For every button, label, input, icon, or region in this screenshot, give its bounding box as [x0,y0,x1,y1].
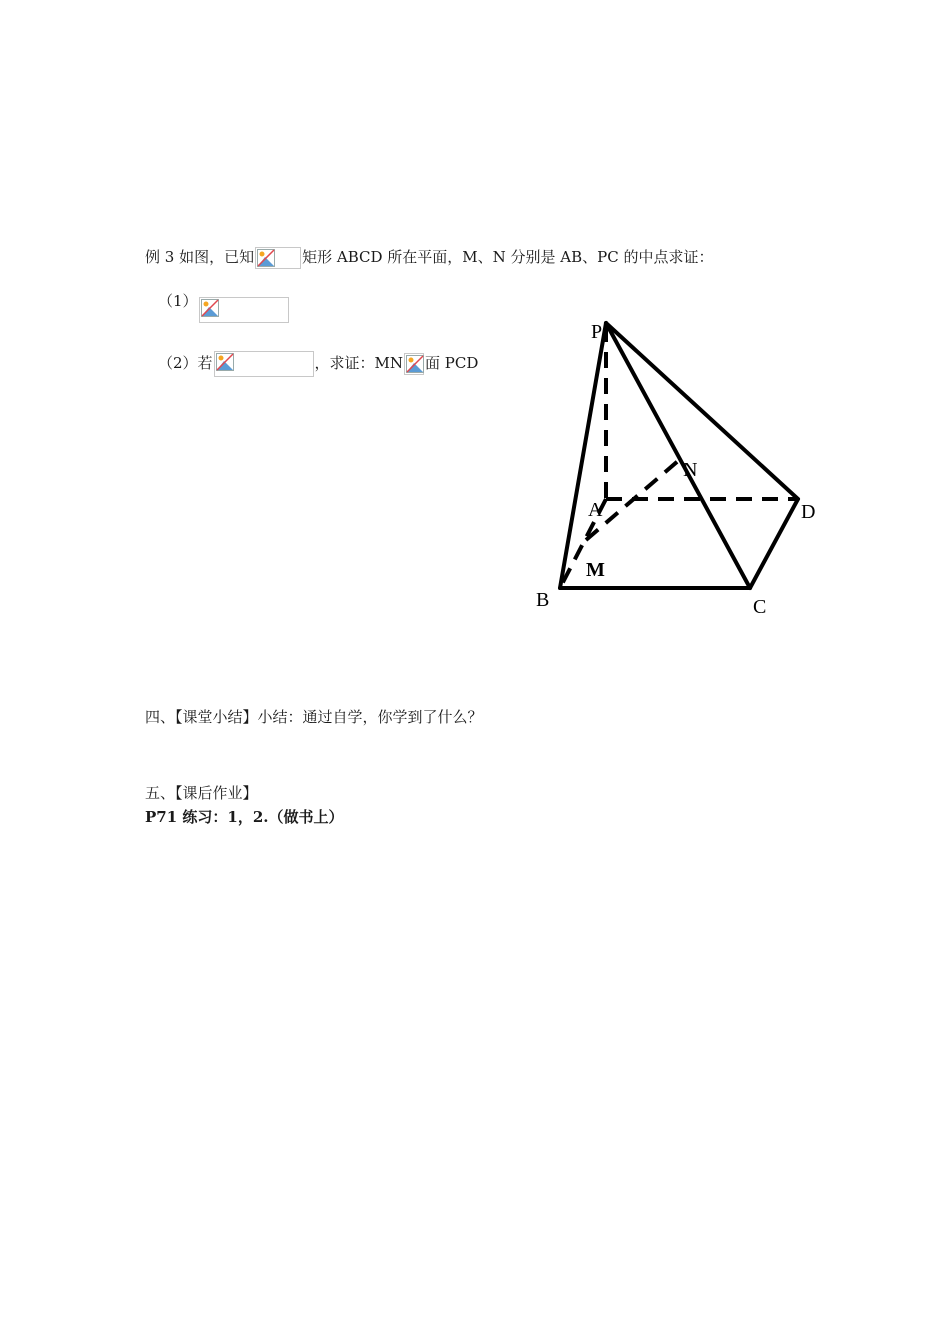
example-intro-suffix: 矩形 ABCD 所在平面，M、N 分别是 AB、PC 的中点求证： [302,248,714,266]
label-d: D [801,501,816,523]
broken-image-icon [216,353,234,371]
example-part2 [158,351,478,377]
label-a: A [588,499,603,521]
formula-image-placeholder [255,247,301,269]
edge-pc [606,323,750,588]
section4-summary: 四、【课堂小结】小结：通过自学，你学到了什么？ [145,708,483,726]
broken-image-icon [406,355,424,373]
pyramid-figure [525,305,825,625]
label-c: C [753,596,767,618]
broken-image-icon [201,299,219,317]
broken-image-icon [257,249,275,267]
label-b: B [536,589,550,611]
example-intro-prefix: 例 3 如图，已知 [145,248,255,266]
edge-pb [560,323,606,588]
label-m: M [586,559,605,581]
formula-image-placeholder [404,353,424,375]
example-part1 [158,292,290,323]
part2-prefix: （2）若 [158,354,213,372]
label-p: P [591,321,603,343]
formula-image-placeholder [214,351,314,377]
section5-title: 五、【课后作业】 [145,784,258,802]
part2-middle: ，求证：MN [314,354,404,372]
edge-cd [750,499,798,588]
part1-label: （1） [158,292,198,310]
label-n: N [683,459,698,481]
edge-pd [606,323,798,499]
example-intro [145,247,713,269]
part2-suffix: 面 PCD [425,354,479,372]
formula-image-placeholder [199,297,289,323]
section5-homework: P71 练习：1，2.（做书上） [145,808,344,826]
